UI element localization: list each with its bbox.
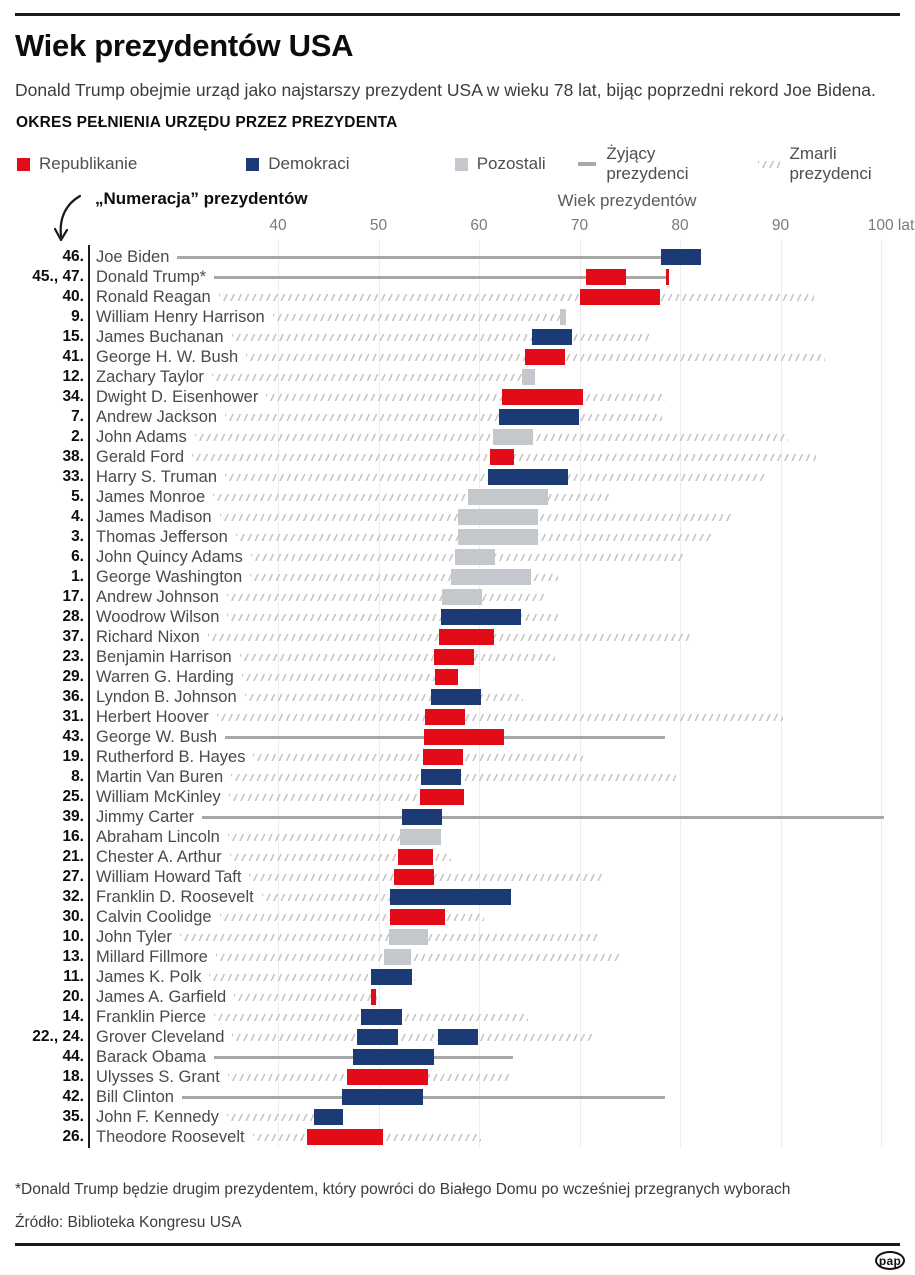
- president-name: John Quincy Adams: [96, 548, 243, 566]
- president-number: 11.: [63, 968, 84, 985]
- president-row: [0, 367, 915, 387]
- president-row: [0, 767, 915, 787]
- president-name: James Buchanan: [96, 328, 224, 346]
- president-number: 34.: [62, 388, 84, 405]
- term-bar: [347, 1069, 427, 1085]
- x-tick-label: 40: [269, 217, 287, 234]
- deceased-president-line: [227, 594, 545, 601]
- president-row: [0, 887, 915, 907]
- president-name: George W. Bush: [96, 728, 218, 746]
- term-bar: [438, 1029, 478, 1045]
- president-number: 12.: [62, 368, 84, 385]
- living-president-line: [202, 816, 884, 819]
- term-bar: [490, 449, 514, 465]
- term-bar: [357, 1029, 397, 1045]
- president-row: [0, 927, 915, 947]
- term-bar: [342, 1089, 422, 1105]
- president-number: 32.: [62, 888, 84, 905]
- president-name: George H. W. Bush: [96, 348, 239, 366]
- president-row: [0, 687, 915, 707]
- president-number: 15.: [62, 328, 84, 345]
- president-row: [0, 407, 915, 427]
- president-name: James Madison: [96, 508, 212, 526]
- president-row: [0, 387, 915, 407]
- deceased-president-line: [225, 414, 662, 421]
- president-name: Martin Van Buren: [96, 768, 224, 786]
- president-row: [0, 827, 915, 847]
- president-number: 42.: [62, 1088, 84, 1105]
- president-name: Barack Obama: [96, 1048, 207, 1066]
- president-row: [0, 707, 915, 727]
- page-title: Wiek prezydentów USA: [15, 28, 354, 63]
- bottom-rule: [15, 1243, 900, 1246]
- president-name: James Monroe: [96, 488, 206, 506]
- x-tick-label: 90: [771, 217, 790, 234]
- term-bar: [400, 829, 441, 845]
- president-row: [0, 947, 915, 967]
- president-row: [0, 667, 915, 687]
- deceased-president-line: [212, 374, 535, 381]
- president-name: Dwight D. Eisenhower: [96, 388, 259, 406]
- term-bar: [390, 889, 512, 905]
- president-row: [0, 1107, 915, 1127]
- term-bar: [435, 669, 458, 685]
- term-bar: [525, 349, 565, 365]
- president-name: Millard Fillmore: [96, 948, 208, 966]
- president-number: 36.: [62, 688, 84, 705]
- legend-item-living: [578, 144, 734, 184]
- legend-item-deceased: [758, 144, 915, 184]
- term-bar: [560, 309, 566, 325]
- president-number: 45., 47.: [32, 268, 84, 285]
- president-name: John F. Kennedy: [96, 1108, 219, 1126]
- president-name: Woodrow Wilson: [96, 608, 220, 626]
- term-bar: [502, 389, 582, 405]
- president-number: 17.: [62, 588, 84, 605]
- term-bar: [442, 589, 482, 605]
- term-bar: [661, 249, 701, 265]
- president-number: 26.: [62, 1128, 84, 1145]
- pap-logo-text: pap: [878, 1253, 902, 1268]
- term-bar: [390, 909, 445, 925]
- president-row: [0, 727, 915, 747]
- president-name: John Adams: [96, 428, 187, 446]
- term-bar: [431, 689, 481, 705]
- deceased-president-line: [245, 694, 523, 701]
- president-row: [0, 867, 915, 887]
- president-name: Calvin Coolidge: [96, 908, 212, 926]
- term-bar: [425, 709, 465, 725]
- president-number: 35.: [62, 1108, 84, 1125]
- term-bar: [307, 1129, 382, 1145]
- term-bar: [522, 369, 535, 385]
- term-bar: [458, 529, 538, 545]
- x-axis-title: Wiek prezydentów: [557, 191, 697, 210]
- president-number: 22., 24.: [32, 1028, 84, 1045]
- legend-label: Republikanie: [39, 154, 138, 173]
- legend-label: Demokraci: [268, 154, 350, 173]
- term-bar: [384, 949, 411, 965]
- term-bar: [468, 489, 548, 505]
- president-number: 1.: [71, 568, 84, 585]
- president-name: Harry S. Truman: [96, 468, 218, 486]
- president-name: Grover Cleveland: [96, 1028, 225, 1046]
- president-number: 10.: [62, 928, 84, 945]
- president-row: [0, 787, 915, 807]
- president-number: 13.: [62, 948, 84, 965]
- president-number: 21.: [62, 848, 84, 865]
- president-name: George Washington: [96, 568, 243, 586]
- x-tick-label: 50: [369, 217, 388, 234]
- deceased-president-line: [266, 394, 665, 401]
- deceased-president-line: [232, 334, 652, 341]
- term-bar: [371, 969, 411, 985]
- president-row: [0, 967, 915, 987]
- term-bar: [421, 769, 461, 785]
- president-name: Franklin D. Roosevelt: [96, 888, 254, 906]
- president-number: 8.: [71, 768, 84, 785]
- term-bar: [493, 429, 533, 445]
- president-name: William McKinley: [96, 788, 221, 806]
- term-bar: [455, 549, 495, 565]
- president-row: [0, 347, 915, 367]
- term-bar: [580, 289, 660, 305]
- term-bar: [423, 749, 463, 765]
- x-tick-label: 60: [470, 217, 488, 234]
- legend-item-republicans: [17, 154, 137, 174]
- president-row: [0, 907, 915, 927]
- president-name: Herbert Hoover: [96, 708, 209, 726]
- deceased-president-line: [240, 654, 555, 661]
- president-row: [0, 247, 915, 267]
- deceased-president-line: [216, 954, 622, 961]
- term-bar: [361, 1009, 401, 1025]
- president-number: 14.: [62, 1008, 84, 1025]
- president-number: 39.: [62, 808, 84, 825]
- president-row: [0, 1027, 915, 1047]
- deceased-president-line: [232, 1034, 593, 1041]
- president-row: [0, 587, 915, 607]
- president-name: John Tyler: [96, 928, 172, 946]
- president-number: 6.: [71, 548, 84, 565]
- others-swatch-icon: [455, 158, 468, 171]
- president-name: Joe Biden: [96, 248, 170, 266]
- term-bar: [458, 509, 538, 525]
- president-number: 29.: [62, 668, 84, 685]
- deceased-president-line: [219, 294, 814, 301]
- president-number: 23.: [62, 648, 84, 665]
- president-row: [0, 1087, 915, 1107]
- deceased-president-line: [253, 754, 583, 761]
- president-name: Chester A. Arthur: [96, 848, 222, 866]
- president-name: Theodore Roosevelt: [96, 1128, 245, 1146]
- president-row: [0, 307, 915, 327]
- chart-plot-area: [0, 247, 915, 1147]
- footnote: *Donald Trump będzie drugim prezydentem, który powróci do Białego Domu po wcześniej przegranych wyborach: [15, 1181, 791, 1198]
- term-bar: [402, 809, 442, 825]
- president-name: Zachary Taylor: [96, 368, 204, 386]
- president-row: [0, 287, 915, 307]
- president-number: 30.: [62, 908, 84, 925]
- president-number: 28.: [62, 608, 84, 625]
- top-rule: [15, 13, 900, 16]
- president-row: [0, 987, 915, 1007]
- term-bar: [586, 269, 626, 285]
- x-axis-tick-labels: [0, 217, 915, 235]
- term-bar: [499, 409, 579, 425]
- president-name: William Henry Harrison: [96, 308, 265, 326]
- term-bar: [434, 649, 474, 665]
- living-president-line: [182, 1096, 665, 1099]
- term-bar: [424, 729, 504, 745]
- term-bar: [488, 469, 568, 485]
- president-row: [0, 447, 915, 467]
- deceased-president-line: [195, 434, 788, 441]
- legend-label: Zmarli prezydenci: [789, 144, 872, 183]
- deceased-president-line: [242, 674, 458, 681]
- president-name: Gerald Ford: [96, 448, 185, 466]
- pap-logo: [875, 1251, 905, 1270]
- term-bar: [439, 629, 494, 645]
- president-number: 46.: [62, 248, 84, 265]
- president-row: [0, 1047, 915, 1067]
- president-number: 3.: [71, 528, 84, 545]
- legend-label: Żyjący prezydenci: [606, 144, 689, 183]
- president-name: Franklin Pierce: [96, 1008, 207, 1026]
- president-number: 37.: [62, 628, 84, 645]
- president-row: [0, 467, 915, 487]
- democrat-swatch-icon: [246, 158, 259, 171]
- term-bar: [353, 1049, 433, 1065]
- legend-item-democrats: [246, 154, 349, 174]
- president-name: Donald Trump*: [96, 268, 207, 286]
- second-term-marker: [666, 269, 670, 285]
- president-name: Richard Nixon: [96, 628, 200, 646]
- legend-label: Pozostali: [476, 154, 546, 173]
- president-name: Warren G. Harding: [96, 668, 234, 686]
- president-number: 40.: [62, 288, 84, 305]
- president-name: Benjamin Harrison: [96, 648, 232, 666]
- president-row: [0, 847, 915, 867]
- president-row: [0, 527, 915, 547]
- term-bar: [420, 789, 464, 805]
- president-number: 18.: [62, 1068, 84, 1085]
- living-line-icon: [578, 162, 597, 166]
- president-name: James K. Polk: [96, 968, 202, 986]
- president-row: [0, 267, 915, 287]
- president-name: Andrew Johnson: [96, 588, 219, 606]
- term-bar: [441, 609, 521, 625]
- president-number: 19.: [62, 748, 84, 765]
- president-name: Jimmy Carter: [96, 808, 195, 826]
- president-number: 16.: [62, 828, 84, 845]
- president-name: Thomas Jefferson: [96, 528, 228, 546]
- term-bar: [389, 929, 428, 945]
- president-number: 4.: [71, 508, 84, 525]
- president-row: [0, 1007, 915, 1027]
- president-number: 9.: [71, 308, 84, 325]
- president-number: 38.: [62, 448, 84, 465]
- president-name: Ulysses S. Grant: [96, 1068, 220, 1086]
- president-number: 41.: [62, 348, 84, 365]
- president-row: [0, 487, 915, 507]
- x-tick-label: 70: [570, 217, 589, 234]
- president-row: [0, 567, 915, 587]
- president-number: 44.: [62, 1048, 84, 1065]
- president-name: Lyndon B. Johnson: [96, 688, 237, 706]
- deceased-president-line: [234, 994, 377, 1001]
- republican-swatch-icon: [17, 158, 30, 171]
- president-row: [0, 747, 915, 767]
- president-name: Bill Clinton: [96, 1088, 174, 1106]
- section-label: OKRES PEŁNIENIA URZĘDU PRZEZ PREZYDENTA: [16, 114, 398, 131]
- numbering-column-header: „Numeracja” prezydentów: [95, 189, 308, 208]
- president-row: [0, 547, 915, 567]
- president-name: William Howard Taft: [96, 868, 242, 886]
- president-number: 27.: [62, 868, 84, 885]
- president-number: 20.: [62, 988, 84, 1005]
- president-row: [0, 427, 915, 447]
- president-name: Rutherford B. Hayes: [96, 748, 246, 766]
- president-number: 31.: [62, 708, 84, 725]
- president-row: [0, 627, 915, 647]
- president-number: 25.: [62, 788, 84, 805]
- living-president-line: [177, 256, 701, 259]
- x-tick-label: 80: [671, 217, 689, 234]
- president-row: [0, 647, 915, 667]
- term-bar: [451, 569, 531, 585]
- president-row: [0, 1127, 915, 1147]
- term-bar: [371, 989, 376, 1005]
- president-number: 2.: [71, 428, 84, 445]
- president-row: [0, 607, 915, 627]
- deceased-president-line: [217, 714, 783, 721]
- president-row: [0, 327, 915, 347]
- president-row: [0, 1067, 915, 1087]
- president-name: James A. Garfield: [96, 988, 227, 1006]
- legend-item-others: [455, 154, 546, 174]
- x-tick-label: 100 lat: [867, 217, 915, 234]
- president-name: Abraham Lincoln: [96, 828, 220, 846]
- president-row: [0, 807, 915, 827]
- legend: [17, 144, 915, 184]
- president-name: Ronald Reagan: [96, 288, 211, 306]
- deceased-president-line: [273, 314, 566, 321]
- term-bar: [398, 849, 433, 865]
- president-name: Andrew Jackson: [96, 408, 218, 426]
- president-row: [0, 507, 915, 527]
- president-number: 33.: [62, 468, 84, 485]
- deceased-line-icon: [758, 161, 780, 168]
- term-bar: [314, 1109, 343, 1125]
- page-subtitle: Donald Trump obejmie urząd jako najstarszy prezydent USA w wieku 78 lat, bijąc poprzedni rekord Joe Bidena.: [15, 80, 876, 100]
- term-bar: [532, 329, 572, 345]
- president-number: 43.: [62, 728, 84, 745]
- president-number: 7.: [71, 408, 84, 425]
- president-number: 5.: [71, 488, 84, 505]
- deceased-president-line: [213, 494, 612, 501]
- term-bar: [394, 869, 434, 885]
- source-credit: Źródło: Biblioteka Kongresu USA: [15, 1214, 242, 1231]
